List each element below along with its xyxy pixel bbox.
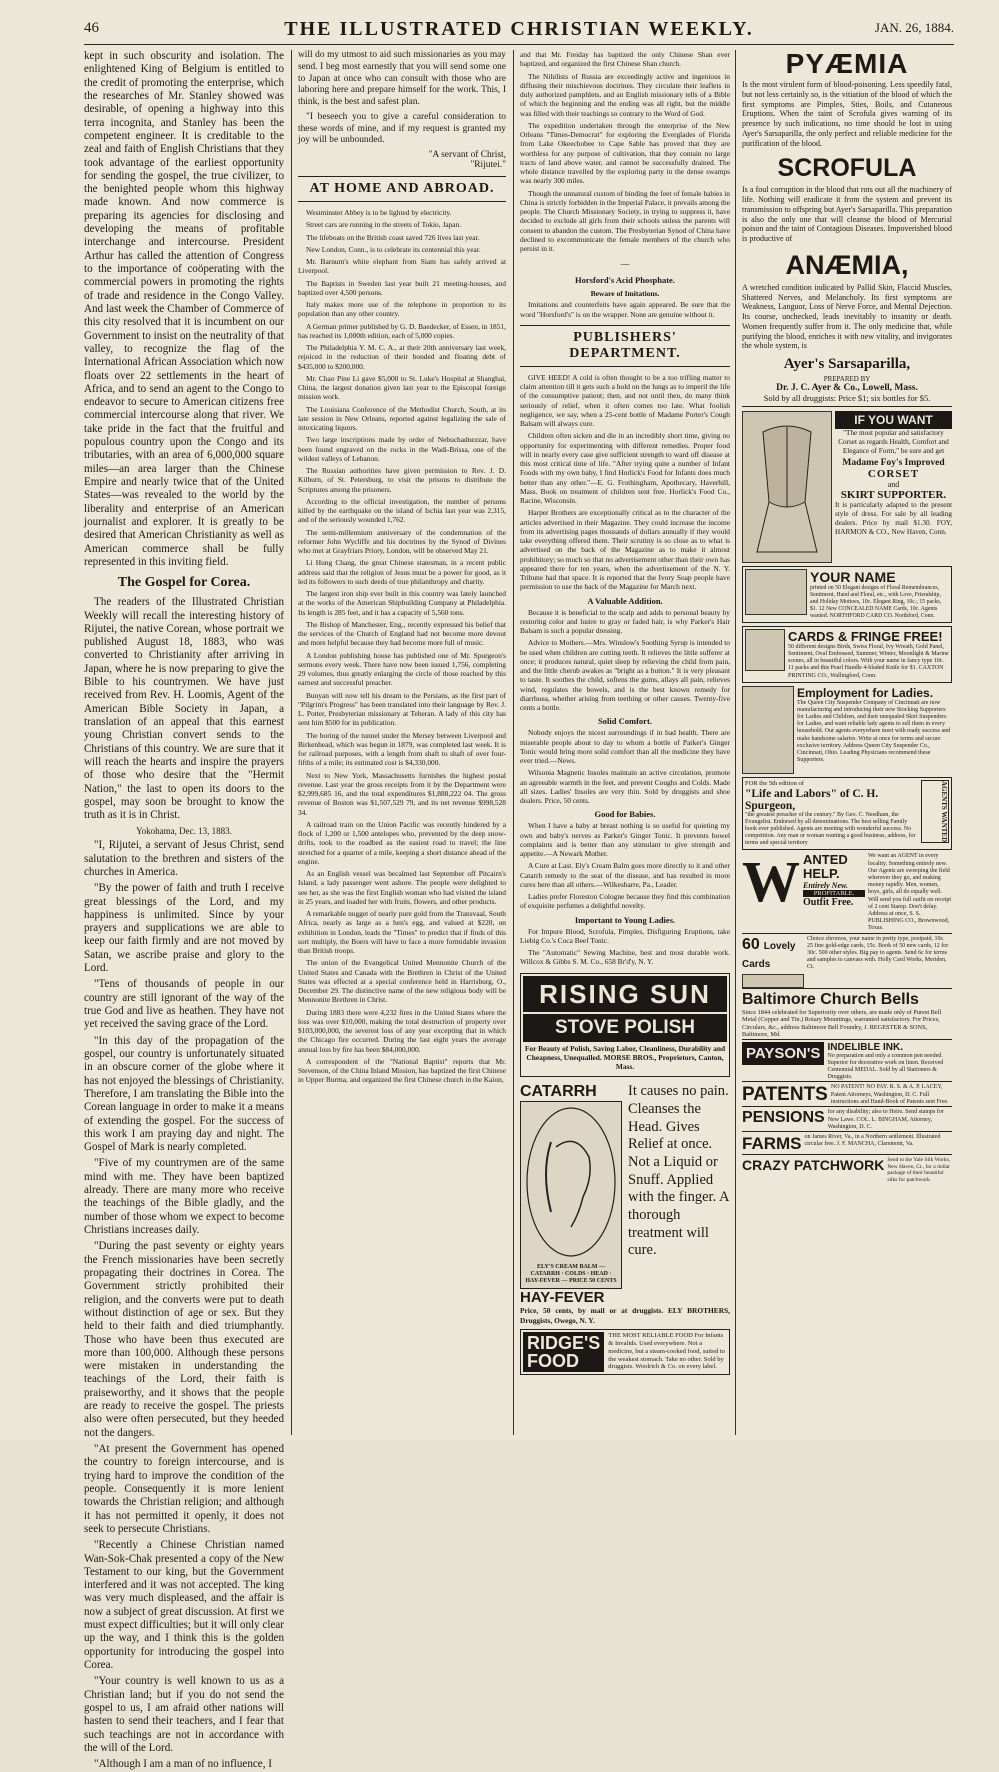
paysons-logo: PAYSON'S <box>742 1042 824 1065</box>
lovely-cards-ad <box>742 933 952 988</box>
news-item: Mr. Chao Pine Li gave $5,000 to St. Luke's Hospital at Shanghai, China, the largest donation given last year to the Episcopal foreign mission work. <box>298 373 506 402</box>
lovely-cards-text: Choice chromos, your name in pretty type, postpaid, 10c. 25 fine gold-edge cards, 15c. Book of 50 new cards, 12 for 30c. 500 other styles. Big pay to agents. Send 6c for terms and samples to canvass with. Holly Card Works, Meriden, Ct. <box>807 935 949 971</box>
paragraph: "By the power of faith and truth I receive great blessings of the Lord, and my happiness is unlimited. Since by your prayers and supplications we are able to keep our faith firmly and are not moved by Satan, we ascribe praise and glory to the Lord. <box>84 882 284 975</box>
congo-article: kept in such obscurity and isolation. The enlightened King of Belgium is entitled to the credit of promoting the enterprise, which the researches of Mr. Stanley showed was desirable, of opening a highway into this terra incognita, and Stanley has been the competent engineer. It is creditable to the zeal and faith of English Christians that they took advantage of the earliest opportunity for sending the gospel, the true civilizer, to the benighted people whom this highway made known. And now commerce is preparing its agencies for disclosing and developing the means of profitable interchange and intercourse. President Arthur has called the attention of Congress to the importance of coöperating with the commercial powers in promoting the rights of trade and residence in the Congo Valley. And last week the Chamber of Commerce of this city resolved that it is incumbent on our Government to insist on the neutrality of that valley, to recognize the flag of the International African Association which now floats over 22 settlements in the heart of Africa, and to send an agent to the Congo to endeavor to secure to American citizens free commercial intercourse along that river. We take pride in the fact that the fruitful and populous country upon the Congo and its tributaries, with an area of 6,000,000 square miles—an area larger than the Chinese Empire and nearly twice that of the United States—was revealed to the world by the liberality and enterprise of an American journalist and explorer. It is greatly to be desired that American Christianity as well as American commerce shall be fully represented in this inviting field. <box>84 50 284 568</box>
news-item: The lifeboats on the British coast saved 726 lives last year. <box>306 232 480 242</box>
news-item: The semi-millennium anniversary of the condemnation of the reformer John Wycliffe and his doctrines by the Synod of Divines who met at Grayfriars Priory, London, will be observed May 21. <box>298 527 506 555</box>
notice: Because it is beneficial to the scalp and adds to personal beauty by restoring color and lustre to gray or faded hair, is why Parker's Hair Balsam is such a popular dressing. <box>520 607 730 635</box>
employment-text: The Queen City Suspender Company of Cincinnati are now manufacturing and introducing their new Stocking Supporters for Ladies and Children, and their unequaled Skirt Suspenders for Ladies, and want reliable lady agents to sell them in every household. Our agents everywhere meet with ready success and make handsome salaries. Write at once for terms and secure exclusive territory. Address Queen City Suspender Co., Cincinnati, Ohio. Leading Physicians recommend these Supporters. <box>797 699 951 764</box>
catarrh-text: It causes no pain. Cleanses the Head. Gives Relief at once. Not a Liquid or Snuff. Applied with the finger. A thorough treatment will cure. <box>628 1083 729 1259</box>
publishers-heading: PUBLISHERS' DEPARTMENT. <box>520 325 730 367</box>
farms-ad <box>742 1131 952 1154</box>
foy-text-2: It is particularly adapted to the present style of dress. For sale by all leading dealers. Price by mail $1.30. FOY, HARMON & CO., New Haven, Conn. <box>835 501 952 536</box>
news-item: The Nihilists of Russia are exceedingly active and ingenious in diffusing their mischievous doctrines. They circulate their leaflets in duly authorized pamphlets, and an English missionary tells of a Bible of which the beginning and the ending was all right, but the middle was filled with their teachings so contrary to the Word of God. <box>520 71 730 118</box>
crazy-patchwork-text: Send to the Yale Silk Works, New Haven, Ct., for a dollar package of their beautiful silks for patchwork. <box>887 1157 951 1183</box>
lovely-cards-heading: Lovely Cards <box>742 940 796 970</box>
scrofula-heading: SCROFULA <box>777 154 917 183</box>
paragraph: "I beseech you to give a careful consideration to these words of mine, and if my request is granted my joy will be unbounded. <box>298 111 506 146</box>
paragraph: "At present the Government has opened the country to foreign intercourse, and is trying hard to improve the condition of the people. Consequently it is more lenient towards the Christian religion; and although it has not permitted it openly, it does not seek to persecute Christians. <box>84 1443 284 1535</box>
cards-illustration <box>745 569 807 615</box>
paragraph: "Tens of thousands of people in our country are still ignorant of the way of the true God and live as heathen. They have not yet received the saving grace of the Lord. <box>84 978 284 1031</box>
woman-profile-icon <box>521 1102 621 1262</box>
masthead: THE ILLUSTRATED CHRISTIAN WEEKLY. <box>284 18 754 40</box>
notice: Nobody enjoys the nicest surroundings if in bad health. There are miserable people about to day to whom a bottle of Parker's Ginger Tonic would bring more solid comfort than all the medicine they have ever tried.—News. <box>520 728 730 765</box>
home-abroad-heading: AT HOME AND ABROAD. <box>298 176 506 202</box>
ayer-sarsaparilla-title: Ayer's Sarsaparilla, <box>783 356 911 372</box>
fringe-card-illustration <box>745 629 785 671</box>
farms-text: on James River, Va., in a Northern settlement. Illustrated circular free. J. F. MANCHA, Claremont, Va. <box>804 1134 941 1148</box>
news-item: Italy makes more use of the telephone in proportion to its population than any other country. <box>298 300 506 319</box>
news-item: The union of the Evangelical United Mennonite Church of the United States and Canada with the Brethren in Christ of the United States was effected at a special conference held in Harrisburg, O., December 29. The distinctive name of the new religious body will be Mennonite Brethren in Christ. <box>298 958 506 1005</box>
column-rule <box>513 50 514 1435</box>
news-item: Bunyan will now tell his dream to the Persians, as the first part of "Pilgrim's Progress" has been translated into their language by Rev. J. L. Potter, Presbyterian missionary at Teheran. A lady of this city has sent him $500 for its publication. <box>298 690 506 728</box>
news-item: Westminster Abbey is to be lighted by electricity. <box>306 208 452 217</box>
notice: For Impure Blood, Scrofula, Pimples, Disfiguring Eruptions, take Liebig Co.'s Coca Beef Tonic. <box>520 926 730 945</box>
paragraph: "Recently a Chinese Christian named Wan-Sok-Chak presented a copy of the New Testament to our king, but the Government interfered and it was not accepted. The king was very much displeased, and the affair is now a subject of great discussion. At first we must expect difficulties; but it will only clear up the way, and I think this is the golden opportunity for introducing the gospel into Corea. <box>84 1539 284 1672</box>
news-item: According to the official investigation, the number of persons killed by the earthquake on the island of Ischia last year was 2,315, and of the seriously wounded 1,762. <box>298 496 506 525</box>
dateline: Yokohama, Dec. 13, 1883. <box>136 825 232 836</box>
elys-cream-balm-ad <box>520 1083 730 1306</box>
patents-heading: PATENTS <box>742 1084 828 1106</box>
cards-fringe-heading: CARDS & FRINGE FREE! <box>788 628 943 644</box>
paragraph: "Your country is well known to us as a Christian land; but if you do not send the gospel to us, I am afraid other nations will hasten to send their teachers, and I fear that such teachings are not in accordance with the will of the Lord. <box>84 1675 284 1754</box>
news-item: The Baptists in Sweden last year built 21 meeting-houses, and baptized over 4,500 persons. <box>298 278 506 297</box>
cards-fringe-text: 50 different designs Birds, Swiss Floral, Ivy Wreath, Gold Panel, Sentiment, Oval Embossed, Summer, Winter, Moonlight & Marine scenes, all in beautiful colors. With your name in fancy type 10c. 11 packs and this Pearl Handle 4-bladed Knife for $1. CAXTON PRINTING CO., Wallingford, Conn. <box>788 643 949 679</box>
ad-text: Is a foul corruption in the blood that rots out all the machinery of life. Nothing will eradicate it from the system and prevent its transmission to offspring but Ayer's Sarsaparilla. This preparation is also the only one that will cleanse the blood of Mercurial poison and the taint of Contagious Diseases. Impoverished blood is productive of <box>742 185 952 243</box>
column-rule <box>735 50 736 1435</box>
hay-fever-text: Price, 50 cents, by mail or at druggists. ELY BROTHERS, Druggists, Owego, N. Y. <box>520 1306 730 1325</box>
hay-fever-title: HAY-FEVER <box>520 1289 605 1307</box>
news-item: The boring of the tunnel under the Mersey between Liverpool and Birkenhead, which was begun in 1879, was completed last week. It is for railroad purposes, with a length from shaft to shaft of over four-fifths of a mile; its estimated cost is $4,330,000. <box>298 730 506 768</box>
ad-text: A wretched condition indicated by Pallid Skin, Flaccid Muscles, Shattered Nerves, and Melancholy. Its first symptoms are Weakness, Languor, Loss of Nerve Force, and Mental Dejection. Its course, unchecked, leads inevitably to insanity or death. Women frequently suffer from it. The only medicine that, while purifying the blood, enriches it with new vitality, and invigorates the whole system, is <box>742 282 952 351</box>
paragraph: and that Mr. Freiday has baptized the only Chinese Shan ever baptized, and organized the first Chinese Shan church. <box>520 50 730 69</box>
notice: The "Automatic" Sewing Machine, best and most durable work. Willcox & Gibbs S. M. Co., 658 Br'd'y, N. Y. <box>520 948 730 967</box>
pyaemia-heading: PYÆMIA <box>785 48 909 79</box>
patents-ad <box>742 1081 952 1106</box>
notice-title: Good for Babies. <box>594 809 656 820</box>
horsford-subtitle: Beware of Imitations. <box>590 289 660 299</box>
pensions-heading: PENSIONS <box>742 1109 825 1127</box>
notice: Harper Brothers are exceptionally critical as to the character of the articles advertised in their Magazine. They could increase the income from its advertising pages thousands of dollars annually if they would take everything offered them. Their scrutiny is so close as to what is advertised on the back of the Magazine as to make it almost prohibitory; so much so that no advertisement other than their own has appeared there for ten years, when the advertisement of the N. Y. Tribune had that space. It is reported that the Ivory Soap people have permission to use the back of the Magazine for March next. <box>520 508 730 592</box>
agents-wanted-stamp: AGENTS WANTED <box>921 780 949 843</box>
ayer-price: Sold by all druggists: Price $1; six bottles for $5. <box>742 393 952 407</box>
horsford-text: Imitations and counterfeits have again appeared. Be sure that the word "Horsford's" is on the wrapper. None are genuine without it. <box>520 300 730 319</box>
page-number: 46 <box>84 20 99 36</box>
your-name-ad <box>742 566 952 623</box>
notice: GIVE HEED! A cold is often thought to be a too trifling matter to claim attention till it gets such a hold on the lungs as to imperil the life of the consumptive patient; then, and not until then, do many think seriously of relief, when it often comes too late. What foolish negligence, we say, when a 25-cent bottle of Madame Porter's Cough Balsam will always cure. <box>520 372 730 428</box>
ridges-food-logo: RIDGE'S FOOD <box>523 1332 604 1372</box>
news-item: Two large inscriptions made by order of Nebuchadnezzar, have been found engraved on the rocks in the Wadi-Brissa, one of the wildest valleys of Lebanon. <box>298 435 506 463</box>
paragraph: "Five of my countrymen are of the same mind with me. They have been baptized already. There are many more who receive the teachings of the Bible gladly, and the number of those whom we expect to become Christians increases daily. <box>84 1157 284 1237</box>
page-header <box>84 18 954 45</box>
foy-text: "The most popular and satisfactory Corset as regards Health, Comfort and Elegance of Form," be sure and get <box>838 429 949 455</box>
cream-balm-label: ELY'S CREAM BALM — CATARRH · COLDS · HEAD · HAY-FEVER — PRICE 50 CENTS <box>525 1264 617 1284</box>
paragraph: The readers of the Illustrated Christian Weekly will recall the interesting history of Rijutei, the native Corean, whose portrait we published August 18, 1883, who was converted to Christianity after arriving in Japan, where he is now preparing to give the Bible to his countrymen. We have just received from Rev. H. Loomis, Agent of the American Bible Society in Japan, a translation of an appeal that this earnest young Christian convert sends to the Christians of this country. We are sure that it will reach the hearts and inspire the prayers of those who desire that the "Hermit Nation," the last to open its doors to the gospel, may soon be brought to know the truth as it is in Christ. <box>84 596 284 822</box>
paysons-ink-ad <box>742 1039 952 1082</box>
news-item: A railroad train on the Union Pacific was recently hindered by a flock of 1,200 or 1,500 antelopes who, prevented by the deep snow-drifts, took to the roadbed as the easiest road to travel; the line stretched for a quarter of a mile, keeping a short distance ahead of the engine. <box>298 819 506 866</box>
wanted-heading: ANTED HELP. <box>803 852 848 882</box>
catarrh-title: CATARRH <box>520 1083 597 1101</box>
ayer-prepared: PREPARED BY <box>823 375 871 383</box>
spurgeon-text: "the greatest preacher of the century." By Geo. C. Needham, the Evangelist. Endorsed by all denominations. The best selling Family book ever published. Agents are meeting with wonderful success. No competition. Any man or woman wanting a good business, address, for terms and special territory <box>745 811 916 847</box>
spurgeon-heading: "Life and Labors" of C. H. Spurgeon, <box>745 787 879 812</box>
news-item: As an English vessel was becalmed last September off Pitcairn's Island, a lady passenger went ashore. The people were delighted to see her, as she was the first English woman who had visited the island in 25 years, and loaded her with fruits, flowers, and other products. <box>298 869 506 906</box>
foy-heading: IF YOU WANT <box>835 411 952 429</box>
divider: — <box>620 259 630 270</box>
wanted-line: PROFITABLE. <box>803 890 865 897</box>
notice-title: Solid Comfort. <box>598 716 652 727</box>
news-item: The largest iron ship ever built in this country was lately launched at the works of the American Shipbuilding Company at Philadelphia. Its length is 285 feet, and it has a capacity of 5,560 tons. <box>298 589 506 617</box>
pensions-ad <box>742 1106 952 1131</box>
your-name-text: printed on 50 Elegant designs of Floral Remembrances, Sentiment, Hand and Floral, etc., with Love, Friendship, and Holiday Mottoes, 10c. Elegant Ring, 10c.; 15 packs, $1. 12 New CONCEALED NAME Cards, 10c. Agents wanted. NORTHFORD CARD CO. Northford, Conn. <box>810 585 942 619</box>
horsford-title: Horsford's Acid Phosphate. <box>575 275 675 286</box>
ayer-company: Dr. J. C. Ayer & Co., Lowell, Mass. <box>776 383 918 393</box>
news-item: Though the unnatural custom of binding the feet of female babies in China is strictly forbidden in the Imperial Palace, it prevails among the people. The Church Missionary Society, in trying to suppress it, have decided to exclude all girls from their schools unless the parents will consent to abandon the custom. The Presbyterian Synod of China have declined to excommunicate the female members of the church who persist in it. <box>520 188 730 253</box>
column-rule <box>291 50 292 1435</box>
news-item: The expedition undertaken through the enterprise of the New Orleans "Times-Democrat" for exploring the Everglades of Florida from Lake Okeechobee to Cape Sable has proved that they are worthless for any purpose of cultivation, that they contain no large tracts of land above water, and cannot be successfully drained. The whole distance travelled by the exploring party in the dense swamps was nearly 300 miles. <box>520 120 730 186</box>
column-4-ads <box>742 50 952 1435</box>
notice: Advice to Mothers.—Mrs. Winslow's Soothing Syrup is intended to be used when children are cutting teeth. It relieves the little sufferer at once; it produces natural, quiet sleep by relieving the child from pain, and the little cherub awakes as "bright as a button." It is very pleasant to taste. It soothes the child, softens the gums, allays all pain, relieves wind, regulates the bowels, and is the best known remedy for diarrhoea, whether arising from teething or other causes. Twenty-five cents a bottle. <box>520 638 730 712</box>
wanted-line: Outfit Free. <box>803 896 854 908</box>
ink-text: No preparation and only a common pen needed. Superior for decorative work on linen. Received Centennial MEDAL. Sold by all Stationers & Druggists. <box>827 1052 944 1081</box>
news-item: A London publishing house has published one of Mr. Spurgeon's sermons every week. There have now been issued 1,756, completing 29 volumes, thus greatly enlarging the circle of those reached by this earnest and successful preacher. <box>298 650 506 688</box>
crazy-patchwork-ad <box>742 1154 952 1183</box>
wanted-text: We want an AGENT in every locality. Something entirely new. Our Agents are sweeping the field wherever they go, and making money rapidly. Men, women, boys, girls, all do equally well. Will send you full outfit on receipt of 2 cent Stamp. Don't delay. Address at once, S. S. PUBLISHING CO., Brownwood, Texas. <box>868 853 952 932</box>
news-item: Li Hung Chang, the great Chinese statesman, in a recent public address said that the religion of Jesus must be a power for good, as it led its followers to such deeds of true philanthropy and charity. <box>298 558 506 586</box>
anaemia-heading: ANÆMIA, <box>785 249 909 280</box>
news-item: New London, Conn., is to celebrate its centennial this year. <box>306 244 481 254</box>
notice: Wilsonia Magnetic Insoles maintain an active circulation, promote an agreeable warmth in the feet, and prevent Coughs and Colds. Made all sizes. Ladies' Insoles are very thin. Sold by druggists and shoe dealers. Price, 50 cents. <box>520 768 730 805</box>
rising-sun-text: For Beauty of Polish, Saving Labor, Cleanliness, Durability and Cheapness, Unequalled. MORSE BROS., Proprietors, Canton, Mass. <box>524 1043 726 1071</box>
corset-icon <box>743 412 831 562</box>
corset-illustration <box>742 411 832 563</box>
news-item: A correspondent of the "National Baptist" reports that Mr. Stevenson, of the China Inland Mission, has baptized the first Chinese in Upper Burma, and organized the first Chinese church in the Kaion, <box>298 1056 506 1085</box>
news-item: The Bishop of Manchester, Eng., recently expressed his belief that the services of the Church of England had not become more devout and more helpful because they had become more full of music. <box>298 619 506 648</box>
wanted-help-ad <box>742 849 952 932</box>
paragraph: "In this day of the propagation of the gospel, our country is unfortunately situated in an obscure corner of the globe where it has not enjoyed the blessings of Christianity. Therefore, I am translating the Bible into the Corean language in order to make it a means of extending the gospel. For the success of this work I am praying day and night. The Gospel of Mark is nearly completed. <box>84 1034 284 1154</box>
notice-title: A Valuable Addition. <box>587 595 663 606</box>
crazy-patchwork-heading: CRAZY PATCHWORK <box>742 1157 885 1173</box>
paragraph: "I, Rijutei, a servant of Jesus Christ, send salutation to the brethren and sisters of the churches in America. <box>84 839 284 878</box>
stove-polish-banner: STOVE POLISH <box>523 1014 727 1042</box>
employment-ad <box>742 686 952 774</box>
your-name-heading: YOUR NAME <box>810 569 896 585</box>
paragraph: "During the past seventy or eighty years the French missionaries have been secretly propagating their doctrines in Corea. The Government strictly prohibited their religion, and the converts were put to death without distinction of age or sex. But they held to their faith and died triumphantly. Those who have been thus executed are more than 100,000. Although these persons were mistaken in understanding the teachings of the Lord, their faith is praiseworthy, and it shows that the people are ready to receive the gospel. The priests also were often persecuted, but they heeded not the dangers. <box>84 1240 284 1439</box>
rising-sun-ad <box>520 973 730 1078</box>
foy-and: and <box>887 480 900 490</box>
news-item: The Philadelphia Y. M. C. A., at their 20th anniversary last week, rejoiced in the reduction of their bonded and floating debt of $435,000 to $200,000. <box>298 343 506 371</box>
news-item: Street cars are running in the streets of Tokio, Japan. <box>306 220 462 230</box>
spurgeon-ad <box>742 777 952 851</box>
paragraph: will do my utmost to aid such missionaries as you may send. I beg most earnestly that you will send some one to Japan at once who can consult with those who are laboring here and prepare himself for the work. This, I think, is the best and safest plan. <box>298 50 506 107</box>
ridges-food-text: THE MOST RELIABLE FOOD For Infants & Invalids. Used everywhere. Not a medicine, but a steam-cooked food, suited to the weakest stomach. Take no other. Sold by druggists. Woolrich & Co. on every label. <box>608 1332 725 1371</box>
issue-date: JAN. 26, 1884. <box>874 20 954 35</box>
cards-fringe-ad <box>742 626 952 683</box>
paragraph: "Although I am a man of no influence, I <box>94 1758 272 1771</box>
patents-text: NO PATENT! NO PAY. R. S. & A. P. LACEY, Patent Attorneys, Washington, D. C. Full instructions and Hand-Book of Patents sent Free. <box>830 1084 949 1105</box>
notice: Children often sicken and die in an incredibly short time, giving no opportunity for experimenting with different remedies. Proper food will in nearly every case give sufficient strength to ward off disease at this most critical time of life. "After trying quite a number of Infant Foods with my own baby, I find Horlick's Food for Infants does much better than any other."—E. G. Frothingham, Apothecary, Haverhill, Mass. Book on treatment of children sent free. Horlick's Food Co., Racine, Wisconsin. <box>520 431 730 505</box>
employment-heading: Employment for Ladies. <box>797 685 934 700</box>
bells-text: Since 1844 celebrated for Superiority over others, are made only of Purest Bell Metal (Copper and Tin.) Rotary Mountings, warranted satisfactory. For Prices, Circulars, &c., address Baltimore Bell Foundry, J. REGESTER & SONS, Baltimore, Md. <box>742 1008 942 1039</box>
wanted-initial: W <box>742 849 800 915</box>
news-item: The Louisiana Conference of the Methodist Church, South, at its late session in New Orleans, reported against legalizing the sale of intoxicating liquors. <box>298 404 506 432</box>
ad-text: Is the most virulent form of blood-poisoning. Less speedily fatal, but not less certainly so, is the vitiation of the blood of which the first symptoms are Pimples, Sties, Boils, and Cutaneous Eruptions. When the taint of Scrofula gives warning of its presence by such indications, no time should be lost in using Ayer's Sarsaparilla, the only perfect and reliable medicine for the purification of the blood. <box>742 80 952 148</box>
lovely-cards-number: 60 <box>742 935 760 953</box>
foy-corset-ad <box>742 411 952 563</box>
notice: A Cure at Last. Ely's Cream Balm goes more directly to it and other Catarrh remedy to the seat of the disease, and has resulted in more cures here than all others.—Wilkesbarre, Pa., Leader. <box>520 861 730 889</box>
column-2 <box>298 50 506 1435</box>
farms-heading: FARMS <box>742 1134 802 1153</box>
ridges-food-ad <box>520 1329 730 1375</box>
notice: Ladies prefer Floreston Cologne because they find this combination of exquisite perfumes a delightful novelty. <box>520 892 730 911</box>
foy-name: Madame Foy's Improved <box>842 458 945 469</box>
ink-heading: INDELIBLE INK. <box>827 1041 903 1053</box>
wanted-line: Entirely New. <box>803 880 849 890</box>
church-bells-ad <box>742 988 952 1039</box>
column-3 <box>520 50 730 1435</box>
ring-illustration <box>742 974 804 988</box>
news-item: The Russian authorities have given permission to Rev. J. D. Kilburn, of St. Petersburg, to visit the prisons to distribute the Scriptures among the prisoners. <box>298 466 506 494</box>
foy-skirt: SKIRT SUPPORTER. <box>840 489 947 502</box>
rising-sun-logo: RISING SUN <box>523 976 727 1012</box>
news-item: Mr. Barnum's white elephant from Siam has safely arrived at Liverpool. <box>298 257 506 276</box>
signature: "A servant of Christ, "Rijutei." <box>428 150 506 170</box>
pensions-text: for any disability; also to Heirs. Send stamps for New Laws. COL. L. BINGHAM, Attorney, Washington, D. C. <box>827 1109 944 1130</box>
notice-title: Important to Young Ladies. <box>574 914 676 925</box>
spurgeon-pre: FOR the 5th edition of <box>745 779 804 787</box>
news-item: Next to New York, Massachusetts furnishes the highest postal revenue. Last year the gross receipts from it by the Department were $2,999,685 16, and the total expenditures $1,888,222 04. The gross revenue of Boston was $1,507,529 79, and its net revenue $998,528 34. <box>298 770 506 817</box>
corea-article-title: The Gospel for Corea. <box>117 575 251 591</box>
cream-balm-illustration <box>520 1101 622 1289</box>
news-item: A remarkable nugget of nearly pure gold from the Transvaal, South Africa, nearly as large as a hen's egg, and valued at $220, on exhibition in London, leads the "Times" to predict that if finds of this sort multiply, the Boers will have to face a more formidable invasion than British troops. <box>298 909 506 955</box>
bells-heading: Baltimore Church Bells <box>742 990 919 1008</box>
news-item: A German primer published by G. D. Baedecker, of Essen, in 1851, has reached its 1,000th edition, each of 5,000 copies. <box>298 321 506 340</box>
suspender-illustration <box>742 686 794 774</box>
foy-corset: CORSET <box>867 468 920 481</box>
column-1 <box>84 50 284 1771</box>
news-item: During 1883 there were 4,232 fires in the United States where the loss was over $10,000, making the total destruction of property over $103,000,000, the severest loss of any year excepting that in which the Chicago fire occurred. During the last eight years the average annual loss by fire has been $84,000,000. <box>298 1007 506 1054</box>
notice: When I have a baby at breast nothing is so useful for quieting my own and baby's nerves as Parker's Ginger Tonic. It prevents bowel complaints and is better than any stimulant to give strength and appetite.—A Newark Mother. <box>520 821 730 858</box>
